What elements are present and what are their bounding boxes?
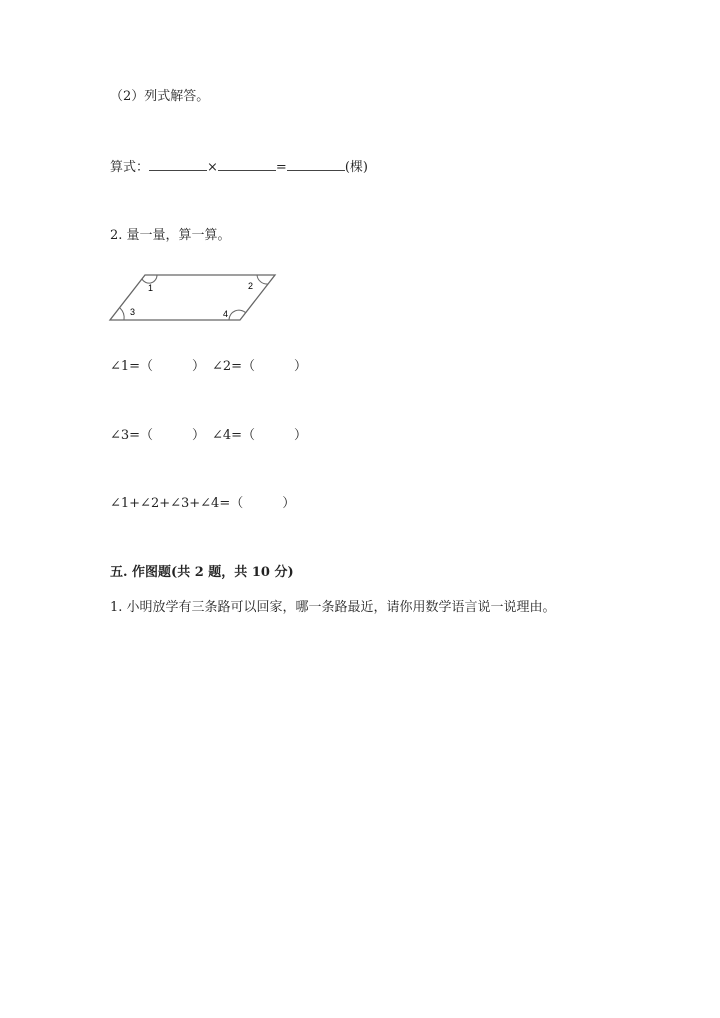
unit-label: (棵): [344, 160, 368, 175]
angle-label-2: 2: [248, 281, 254, 291]
formula-line: [110, 158, 368, 176]
angle-3-answer: ∠3=（ ）: [110, 428, 206, 443]
angle-label-4: 4: [223, 309, 229, 319]
angle-arc-2: [257, 275, 268, 284]
angle-label-3: 3: [130, 307, 136, 317]
equals-sign: =: [275, 160, 287, 175]
sub-question-2: （2）列式解答。: [110, 89, 210, 104]
answer-blank-2[interactable]: [218, 158, 276, 171]
answer-blank-1[interactable]: [149, 158, 207, 171]
parallelogram-figure: [105, 268, 285, 328]
answer-blank-3[interactable]: [287, 158, 345, 171]
formula-label: 算式：: [110, 160, 150, 175]
question-2-title: 2. 量一量，算一算。: [110, 228, 231, 243]
angle-4-answer: ∠4=（ ）: [212, 428, 308, 443]
angle-arc-3: [120, 308, 124, 320]
angle-sum-answer: ∠1+∠2+∠3+∠4=（ ）: [110, 496, 296, 511]
angle-1-answer: ∠1=（ ）: [110, 359, 206, 374]
angle-label-1: 1: [148, 283, 154, 293]
times-sign: ×: [207, 160, 218, 175]
section-5-title: 五. 作图题(共 2 题，共 10 分): [110, 565, 294, 580]
section-5-question-1: 1. 小明放学有三条路可以回家，哪一条路最近，请你用数学语言说一说理由。: [110, 600, 556, 615]
angle-2-answer: ∠2=（ ）: [212, 359, 308, 374]
